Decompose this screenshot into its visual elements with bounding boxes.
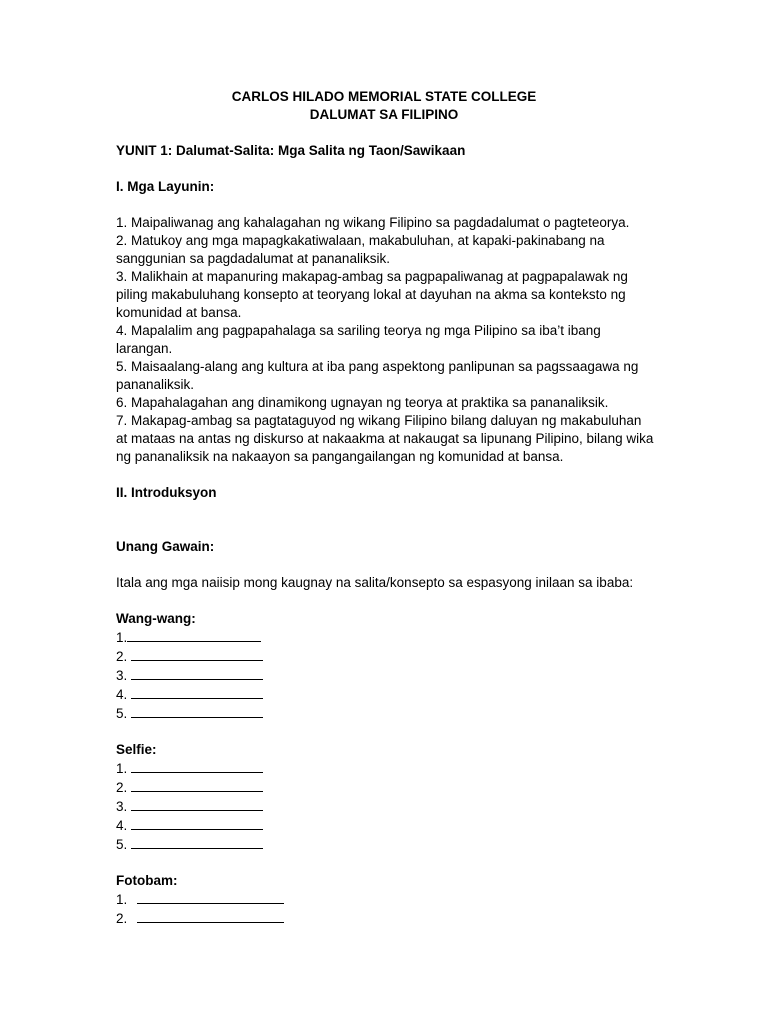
blank-line[interactable] [131,704,263,718]
answer-line [116,909,656,928]
line-number: 2. [116,780,128,795]
answer-line [116,778,656,797]
blank-line[interactable] [131,816,263,830]
line-number: 2. [116,649,128,664]
blank-line[interactable] [131,666,263,680]
line-number: 1. [116,630,128,645]
answer-line [116,835,656,854]
answer-line [116,890,656,909]
answer-line [116,816,656,835]
answer-line [116,704,656,723]
group-label-fotobam: Fotobam: [116,873,178,888]
objective-item-6: 6. Mapahalagahan ang dinamikong ugnayan ng teorya at praktika sa pananaliksik. [116,395,609,410]
blank-line[interactable] [131,759,263,773]
document-page [116,88,656,928]
answer-line [116,759,656,778]
objective-item-4: 4. Mapalalim ang pagpapahalaga sa sariling teorya ng mga Pilipino sa iba’t ibang larangan. [116,323,601,356]
blank-line[interactable] [131,647,263,661]
objective-item-1: 1. Maipaliwanag ang kahalagahan ng wikang Filipino sa pagdadalumat o pagteteorya. [116,215,630,230]
blank-line[interactable] [131,835,263,849]
line-number: 3. [116,668,128,683]
line-number: 5. [116,706,128,721]
course-title: DALUMAT SA FILIPINO [309,107,459,122]
unit-title: YUNIT 1: Dalumat-Salita: Mga Salita ng Taon/Sawikaan [116,143,466,158]
blank-line[interactable] [131,685,263,699]
blank-line[interactable] [137,890,284,904]
line-number: 4. [116,687,128,702]
line-number: 3. [116,799,128,814]
line-number: 5. [116,837,128,852]
objective-item-3: 3. Malikhain at mapanuring makapag-ambag sa pagpapaliwanag at pagpapalawak ng piling makabuluhang konsepto at teoryang lokal at dayuhan na akma sa konteksto ng komunidad at bansa. [116,269,628,320]
introduction-heading: II. Introduksyon [116,485,217,500]
line-number: 1. [116,761,128,776]
college-name: CARLOS HILADO MEMORIAL STATE COLLEGE [231,89,537,104]
answer-line [116,797,656,816]
objective-item-7: 7. Makapag-ambag sa pagtataguyod ng wikang Filipino bilang daluyan ng makabuluhan at mataas na antas ng diskurso at nakaakma at nakaugat sa lipunang Pilipino, bilang wika ng pananaliksik na nakaayon sa pangangailangan ng komunidad at bansa. [116,413,654,464]
blank-line[interactable] [137,909,284,923]
line-number: 2. [116,911,128,926]
line-number: 4. [116,818,128,833]
blank-line[interactable] [127,628,261,642]
objective-item-5: 5. Maisaalang-alang ang kultura at iba pang aspektong panlipunan sa pagssaagawa ng pananaliksik. [116,359,639,392]
line-number: 1. [116,892,128,907]
activity-heading: Unang Gawain: [116,539,215,554]
activity-instruction: Itala ang mga naiisip mong kaugnay na salita/konsepto sa espasyong inilaan sa ibaba: [116,575,634,590]
answer-line [116,666,656,685]
blank-line[interactable] [131,778,263,792]
objectives-list [116,214,656,466]
answer-line [116,685,656,704]
answer-line [116,647,656,666]
answer-line [116,628,656,647]
group-label-wang-wang: Wang-wang: [116,611,196,626]
objective-item-2: 2. Matukoy ang mga mapagkakatiwalaan, makabuluhan, at kapaki-pakinabang na sanggunian sa pagdadalumat at pananaliksik. [116,233,605,266]
group-label-selfie: Selfie: [116,742,157,757]
objectives-heading: I. Mga Layunin: [116,179,215,194]
blank-line[interactable] [131,797,263,811]
